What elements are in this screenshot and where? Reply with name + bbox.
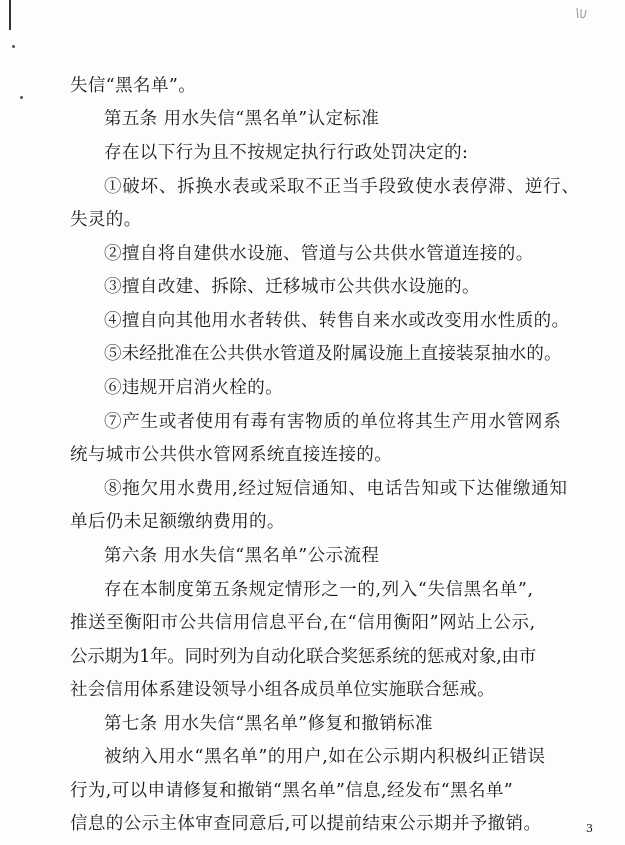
text-line-14: 单后仍未足额缴纳费用的。 xyxy=(70,512,285,532)
text-line-12: 统与城市公共供水管网系统直接连接的。 xyxy=(70,445,393,465)
text-line-10: ⑥违规开启消火栓的。 xyxy=(104,378,283,398)
article-five-heading: 第五条 用水失信“黑名单”认定标准 xyxy=(104,109,380,129)
text-line-7: ③擅自改建、拆除、迁移城市公共供水设施的。 xyxy=(104,277,480,297)
text-line-16: 存在本制度第五条规定情形之一的,列入“失信黑名单”, xyxy=(104,580,534,600)
text-line-19: 社会信用体系建设领导小组各成员单位实施联合惩戒。 xyxy=(70,680,495,700)
text-line-6: ②擅自将自建供水设施、管道与公共供水管道连接的。 xyxy=(104,244,534,264)
scan-border-mark xyxy=(9,0,11,30)
text-line-8: ④擅自向其他用水者转供、转售自来水或改变用水性质的。 xyxy=(104,311,570,331)
scan-pen-mark xyxy=(575,6,593,20)
text-line-18: 公示期为1年。同时列为自动化联合奖惩系统的惩戒对象,由市 xyxy=(70,647,537,667)
text-line-17: 推送至衡阳市公共信用信息平台,在“信用衡阳”网站上公示, xyxy=(70,613,536,633)
article-six-heading: 第六条 用水失信“黑名单”公示流程 xyxy=(104,546,380,566)
text-line-5: 失灵的。 xyxy=(70,210,142,230)
text-line-1: 失信“黑名单”。 xyxy=(70,76,197,96)
text-line-4: ①破坏、拆换水表或采取不正当手段致使水表停滞、逆行、 xyxy=(104,177,580,197)
text-line-3: 存在以下行为且不按规定执行行政处罚决定的: xyxy=(104,143,469,163)
scan-speck xyxy=(12,45,15,48)
article-seven-heading: 第七条 用水失信“黑名单”修复和撤销标准 xyxy=(104,714,433,734)
text-line-23: 信息的公示主体审查同意后,可以提前结束公示期并予撤销。 xyxy=(70,814,542,834)
text-line-21: 被纳入用水“黑名单”的用户,如在公示期内积极纠正错误 xyxy=(104,747,546,767)
text-line-11: ⑦产生或者使用有毒有害物质的单位将其生产用水管网系 xyxy=(104,412,562,432)
text-line-9: ⑤未经批准在公共供水管道及附属设施上直接装泵抽水的。 xyxy=(104,344,562,364)
page-number: 3 xyxy=(586,822,593,835)
scan-speck xyxy=(20,96,23,99)
text-line-13: ⑧拖欠用水费用,经过短信通知、电话告知或下达催缴通知 xyxy=(104,479,568,499)
text-line-22: 行为,可以申请修复和撤销“黑名单”信息,经发布“黑名单” xyxy=(70,781,514,801)
